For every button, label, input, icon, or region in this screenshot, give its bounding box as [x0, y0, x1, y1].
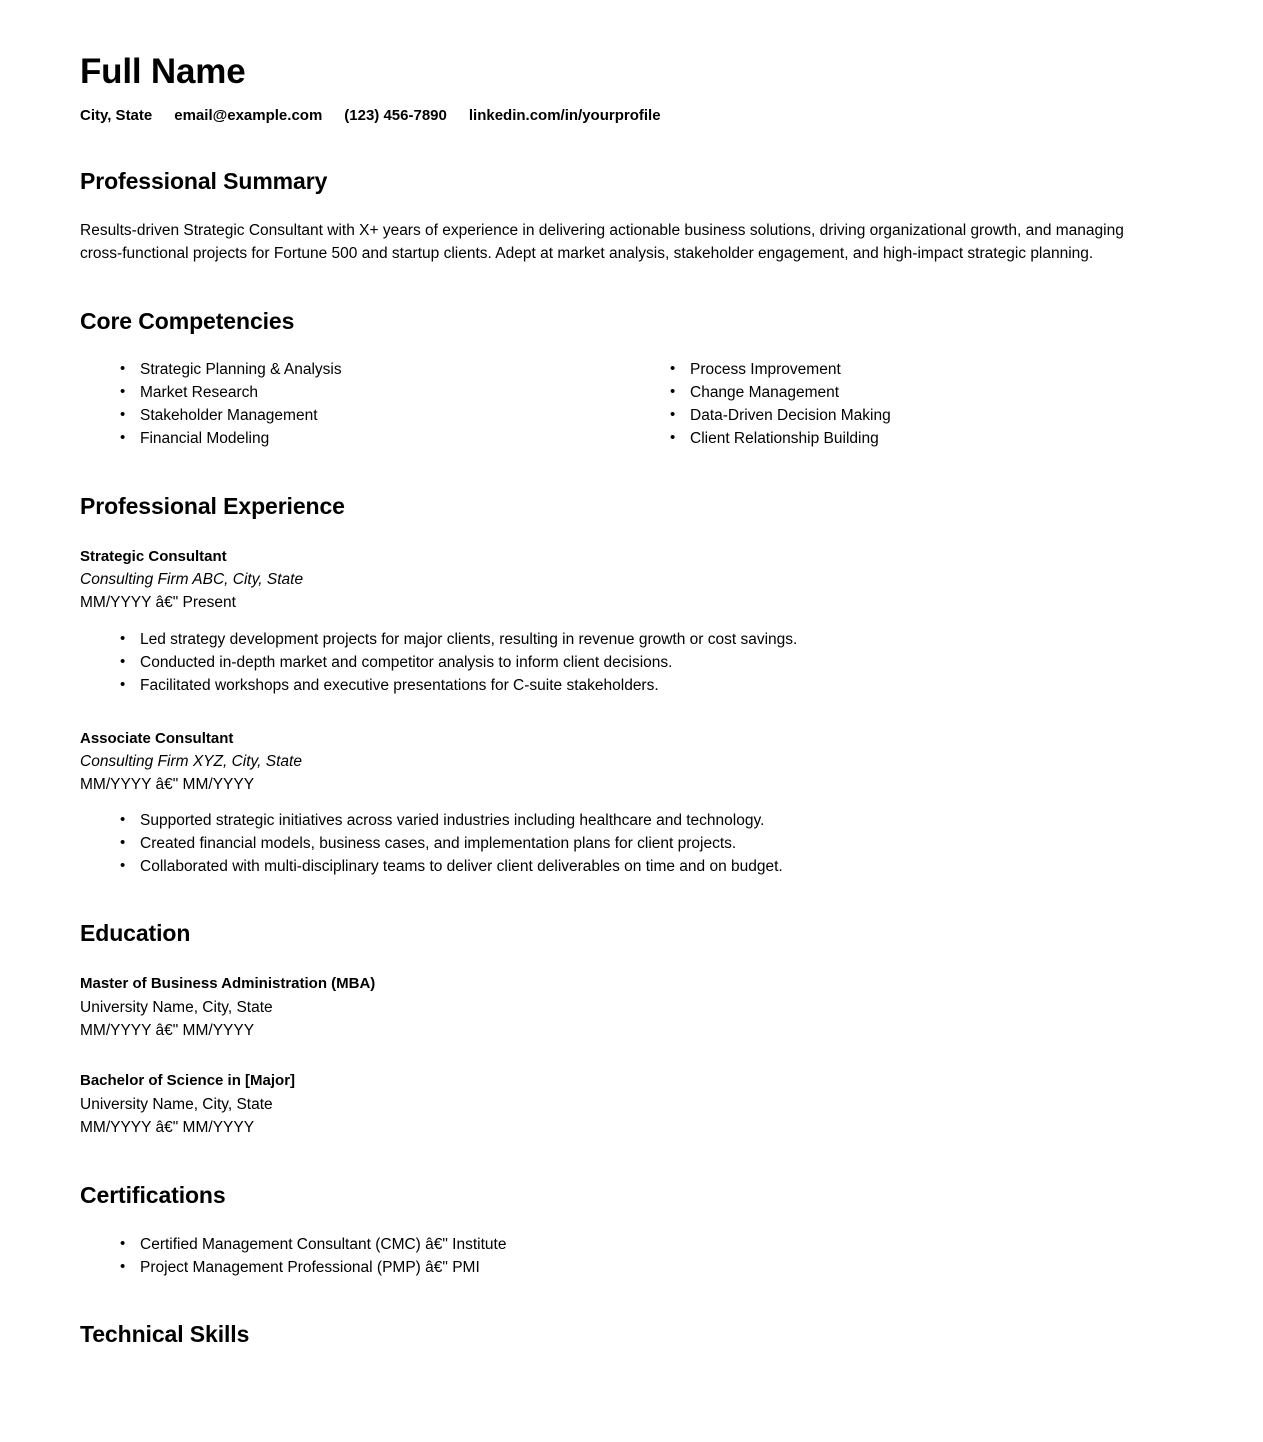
job-title: Associate Consultant	[80, 729, 234, 747]
certifications-list	[80, 1234, 1183, 1279]
job-company: Consulting Firm XYZ, City, State	[80, 752, 302, 770]
education-dates: MM/YYYY â€" MM/YYYY	[80, 1022, 255, 1040]
contact-email[interactable]: email@example.com	[174, 107, 323, 125]
education-dates: MM/YYYY â€" MM/YYYY	[80, 1119, 255, 1137]
section-heading-certifications: Certifications	[80, 1182, 226, 1209]
list-item: • Strategic Planning & Analysis	[120, 359, 645, 381]
list-item: • Market Research	[120, 382, 645, 404]
section-technical-skills	[80, 1321, 1183, 1349]
job-bullet-list	[80, 629, 1183, 697]
section-professional-summary	[80, 168, 1183, 265]
contact-linkedin[interactable]: linkedin.com/in/yourprofile	[468, 107, 661, 125]
job-dates: MM/YYYY â€" Present	[80, 594, 236, 612]
list-item: • Certified Management Consultant (CMC) â€" Institute	[120, 1234, 1183, 1256]
section-heading-skills: Technical Skills	[80, 1320, 250, 1347]
contact-line	[80, 107, 1183, 124]
list-item: • Financial Modeling	[120, 428, 645, 450]
list-item: • Project Management Professional (PMP) â€" PMI	[120, 1257, 1183, 1279]
section-heading-summary: Professional Summary	[80, 168, 328, 195]
education-entry	[80, 972, 1183, 1043]
contact-location: City, State	[80, 107, 153, 125]
list-item: • Change Management	[670, 382, 1183, 404]
page-title: Full Name	[80, 52, 246, 91]
experience-entry	[80, 545, 1183, 697]
section-certifications	[80, 1182, 1183, 1279]
contact-phone[interactable]: (123) 456-7890	[344, 107, 447, 125]
education-degree: Bachelor of Science in [Major]	[80, 1072, 296, 1090]
list-item: • Led strategy development projects for major clients, resulting in revenue growth or cost savings.	[120, 629, 1183, 651]
education-entry	[80, 1069, 1183, 1140]
list-item: • Supported strategic initiatives across varied industries including healthcare and technology.	[120, 810, 1183, 832]
job-company: Consulting Firm ABC, City, State	[80, 571, 304, 589]
section-heading-competencies: Core Competencies	[80, 307, 295, 334]
resume-header	[80, 52, 1183, 124]
education-school: University Name, City, State	[80, 1095, 273, 1113]
experience-entry	[80, 727, 1183, 879]
competencies-list-right	[645, 359, 1183, 450]
list-item: • Facilitated workshops and executive presentations for C-suite stakeholders.	[120, 675, 1183, 697]
competencies-column-left	[80, 359, 645, 451]
competencies-column-right	[645, 359, 1183, 451]
education-degree: Master of Business Administration (MBA)	[80, 974, 376, 992]
job-dates: MM/YYYY â€" MM/YYYY	[80, 776, 255, 794]
list-item: • Data-Driven Decision Making	[670, 405, 1183, 427]
competencies-list-left	[80, 359, 645, 450]
list-item: • Created financial models, business cases, and implementation plans for client projects.	[120, 833, 1183, 855]
job-bullet-list	[80, 810, 1183, 878]
list-item: • Collaborated with multi-disciplinary teams to deliver client deliverables on time and on budget.	[120, 856, 1183, 878]
list-item: • Conducted in-depth market and competitor analysis to inform client decisions.	[120, 652, 1183, 674]
section-professional-experience	[80, 493, 1183, 878]
section-core-competencies	[80, 308, 1183, 452]
list-item: • Client Relationship Building	[670, 428, 1183, 450]
education-school: University Name, City, State	[80, 998, 273, 1016]
section-heading-experience: Professional Experience	[80, 493, 345, 520]
list-item: • Stakeholder Management	[120, 405, 645, 427]
job-title: Strategic Consultant	[80, 547, 227, 565]
summary-paragraph: Results-driven Strategic Consultant with X+ years of experience in delivering actionable business solutions, driving organizational growth, and managing cross-functional projects for Fortune 500 and startup clients. Adept at market analysis, stakeholder engagement, and high-impact strategic planning.	[80, 221, 1124, 262]
section-heading-education: Education	[80, 920, 191, 947]
competencies-columns	[80, 359, 1183, 451]
list-item: • Process Improvement	[670, 359, 1183, 381]
section-education	[80, 920, 1183, 1140]
